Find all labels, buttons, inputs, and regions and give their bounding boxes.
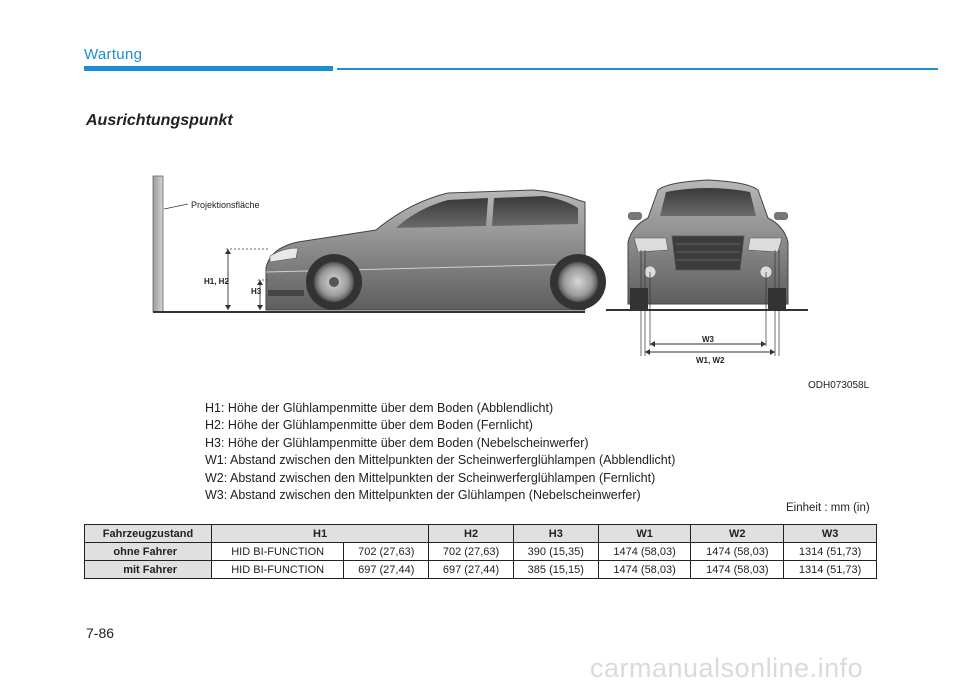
- row-type: HID BI-FUNCTION: [212, 543, 344, 561]
- row-state: ohne Fahrer: [85, 543, 212, 561]
- legend-item-w3: W3: Abstand zwischen den Mittelpunkten der Glühlampen (Nebelscheinwerfer): [205, 488, 641, 503]
- car-side-view: [266, 190, 606, 310]
- col-header-h1: H1: [212, 525, 429, 543]
- col-header-h3: H3: [513, 525, 598, 543]
- projection-label: Projektionsfläche: [191, 200, 260, 210]
- w3-label: W3: [702, 335, 714, 344]
- row-state: mit Fahrer: [85, 561, 212, 579]
- alignment-figure: [148, 172, 828, 372]
- car-front-view: [628, 180, 788, 310]
- header-rule-thick: [84, 66, 333, 71]
- alignment-spec-table: [84, 524, 877, 579]
- wall-leader-line: [164, 204, 188, 209]
- cell-h2: 697 (27,44): [429, 561, 514, 579]
- cell-h3: 390 (15,35): [513, 543, 598, 561]
- page-heading: Ausrichtungspunkt: [86, 112, 233, 129]
- cell-w1: 1474 (58,03): [598, 543, 691, 561]
- col-header-w1: W1: [598, 525, 691, 543]
- cell-h3: 385 (15,15): [513, 561, 598, 579]
- col-header-state: Fahrzeugzustand: [85, 525, 212, 543]
- col-header-w2: W2: [691, 525, 784, 543]
- projection-wall: [153, 176, 163, 312]
- h3-label: H3: [251, 287, 262, 296]
- h1h2-label: H1, H2: [204, 277, 229, 286]
- legend-item-h2: H2: Höhe der Glühlampenmitte über dem Boden (Fernlicht): [205, 418, 533, 433]
- figure-code: ODH073058L: [808, 380, 870, 391]
- cell-w2: 1474 (58,03): [691, 561, 784, 579]
- cell-w3: 1314 (51,73): [784, 561, 877, 579]
- table-row: [85, 543, 877, 561]
- cell-w1: 1474 (58,03): [598, 561, 691, 579]
- w1w2-label: W1, W2: [696, 356, 725, 365]
- page-number: 7-86: [86, 625, 115, 641]
- header-rule-thin: [337, 68, 938, 70]
- col-header-w3: W3: [784, 525, 877, 543]
- legend-item-w2: W2: Abstand zwischen den Mittelpunkten der Scheinwerferglühlampen (Fernlicht): [205, 470, 656, 485]
- cell-h2: 702 (27,63): [429, 543, 514, 561]
- watermark: carmanualsonline.info: [590, 653, 864, 683]
- cell-h1: 697 (27,44): [344, 561, 429, 579]
- legend-list: [205, 400, 675, 504]
- table-header-row: [85, 525, 877, 543]
- cell-w3: 1314 (51,73): [784, 543, 877, 561]
- unit-note: Einheit : mm (in): [786, 502, 870, 514]
- cell-w2: 1474 (58,03): [691, 543, 784, 561]
- legend-item-h3: H3: Höhe der Glühlampenmitte über dem Boden (Nebelscheinwerfer): [205, 435, 589, 450]
- section-title: Wartung: [84, 46, 143, 63]
- legend-item-h1: H1: Höhe der Glühlampenmitte über dem Boden (Abblendlicht): [205, 401, 554, 415]
- cell-h1: 702 (27,63): [344, 543, 429, 561]
- col-header-h2: H2: [429, 525, 514, 543]
- legend-item-w1: W1: Abstand zwischen den Mittelpunkten der Scheinwerferglühlampen (Abblendlicht): [205, 453, 676, 468]
- row-type: HID BI-FUNCTION: [212, 561, 344, 579]
- table-row: [85, 561, 877, 579]
